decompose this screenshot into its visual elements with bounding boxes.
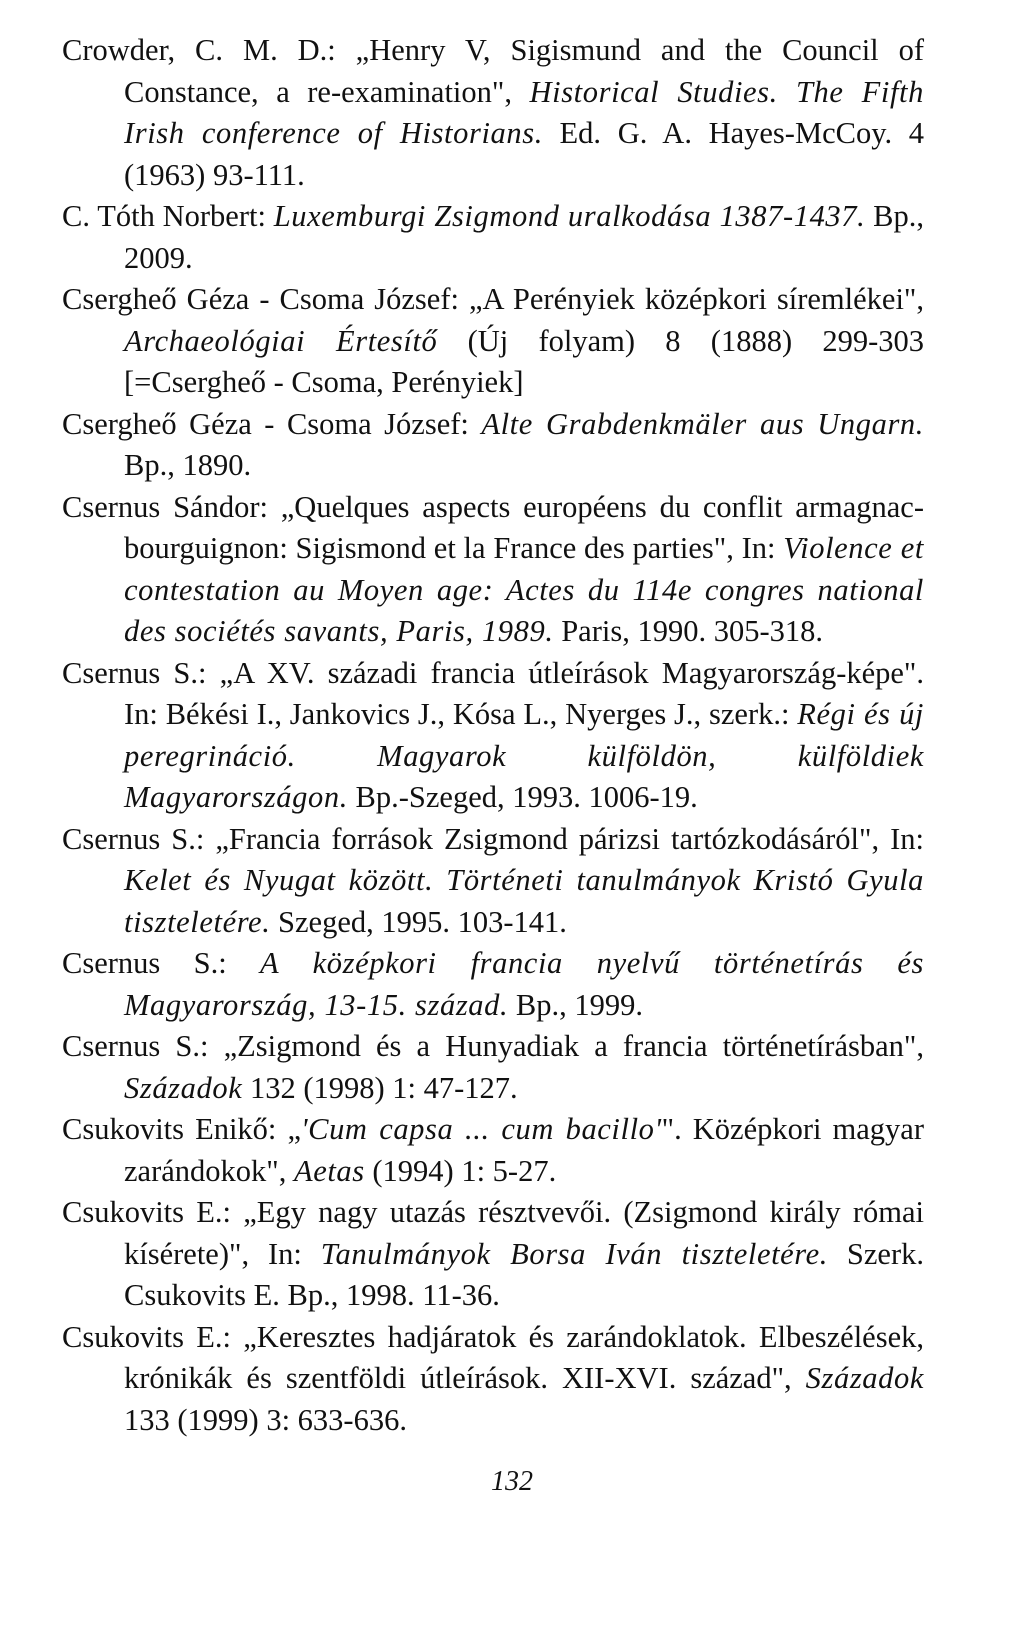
entry-text: Bp.-Szeged, 1993. 1006-19. — [347, 780, 698, 814]
entry-title-italic: Századok — [805, 1361, 924, 1395]
bibliography-page — [62, 30, 924, 1441]
entry-text: ". Középkori magyar zarándokok", — [124, 1112, 924, 1188]
entry-text: Ed. G. A. Hayes-McCoy. 4 (1963) 93-111. — [124, 116, 924, 192]
entry-title-italic: Luxemburgi Zsigmond uralkodása 1387-1437. — [273, 199, 866, 233]
entry-text: Bp., 2009. — [124, 199, 924, 275]
bibliography-entry — [62, 487, 924, 653]
entry-text: Csernus S.: „Zsigmond és a Hunyadiak a francia történetírásban", — [62, 1029, 924, 1063]
entry-text: Csukovits E.: „Keresztes hadjáratok és zarándoklatok. Elbeszélések, krónikák és szentföldi útleírások. XII-XVI. század", — [62, 1319, 924, 1395]
entry-text: Crowder, C. M. D.: „Henry V, Sigismund and the Council of Constance, a re-examination", — [62, 33, 924, 109]
entry-title-italic: Historical Studies. The Fifth Irish conference of Historians. — [124, 74, 924, 150]
entry-text: Szerk. Csukovits E. Bp., 1998. 11-36. — [124, 1236, 924, 1312]
entry-text: 133 (1999) 3: 633-636. — [124, 1402, 407, 1437]
entry-text: Csernus S.: — [62, 946, 261, 980]
page-number: 132 — [491, 1466, 533, 1497]
entry-text: Bp., 1890. — [124, 448, 252, 482]
entry-text: Csergheő Géza - Csoma József: „A Perényiek középkori síremlékei", — [62, 282, 924, 316]
entry-title-italic: Violence et contestation au Moyen age: Actes du 114e congres national des sociétés savants, Paris, 1989. — [124, 531, 924, 648]
entry-text: (1994) 1: 5-27. — [364, 1153, 557, 1188]
entry-title-italic: Aetas — [293, 1153, 365, 1188]
entry-text: C. Tóth Norbert: — [62, 199, 274, 233]
entry-text: Csukovits Enikő: „ — [62, 1112, 301, 1146]
entry-title-italic: Századok — [124, 1070, 243, 1105]
bibliography-entry — [62, 943, 924, 1026]
entry-text: Csergheő Géza - Csoma József: — [62, 406, 482, 441]
entry-text: (Új folyam) 8 (1888) 299-303 [=Csergheő - Csoma, Perényiek] — [124, 323, 924, 399]
bibliography-entry — [62, 1026, 924, 1109]
bibliography-list — [62, 30, 924, 1441]
bibliography-entry — [62, 1192, 924, 1317]
entry-title-italic: Archaeológiai Értesítő — [124, 323, 438, 358]
entry-text: Csernus Sándor: „Quelques aspects européens du conflit armagnac-bourguignon: Sigismond et la France des parties", In: — [62, 489, 924, 565]
entry-text: Paris, 1990. 305-318. — [553, 614, 823, 648]
entry-title-italic: Alte Grabdenkmäler aus Ungarn. — [481, 406, 924, 441]
entry-text: Bp., 1999. — [508, 987, 643, 1022]
entry-title-italic: Kelet és Nyugat között. Történeti tanulmányok Kristó Gyula tiszteletére. — [124, 863, 924, 939]
entry-title-italic: 'Cum capsa ... cum bacillo' — [301, 1112, 662, 1146]
entry-text: Csernus S.: „A XV. századi francia útleírások Magyarország-képe". In: Békési I., Jankovics J., Kósa L., Nyerges J., szerk.: — [62, 655, 924, 731]
bibliography-entry — [62, 1109, 924, 1192]
bibliography-entry — [62, 30, 924, 196]
entry-title-italic: A középkori francia nyelvű történetírás és Magyarország, 13-15. század. — [124, 946, 925, 1022]
entry-title-italic: Tanulmányok Borsa Iván tiszteletére. — [320, 1236, 829, 1271]
entry-text: Csernus S.: „Francia források Zsigmond párizsi tartózkodásáról", In: — [62, 821, 924, 856]
bibliography-entry — [62, 196, 924, 279]
entry-text: Csukovits E.: „Egy nagy utazás résztvevői. (Zsigmond király római kísérete)", In: — [62, 1195, 924, 1271]
bibliography-entry — [62, 819, 924, 944]
entry-title-italic: Régi és új peregrináció. Magyarok külföldön, külföldiek Magyarországon. — [124, 697, 924, 814]
entry-text: 132 (1998) 1: 47-127. — [242, 1070, 518, 1105]
bibliography-entry — [62, 1317, 924, 1442]
bibliography-entry — [62, 279, 924, 404]
bibliography-entry — [62, 653, 924, 819]
entry-text: Szeged, 1995. 103-141. — [270, 904, 567, 939]
bibliography-entry — [62, 404, 924, 487]
